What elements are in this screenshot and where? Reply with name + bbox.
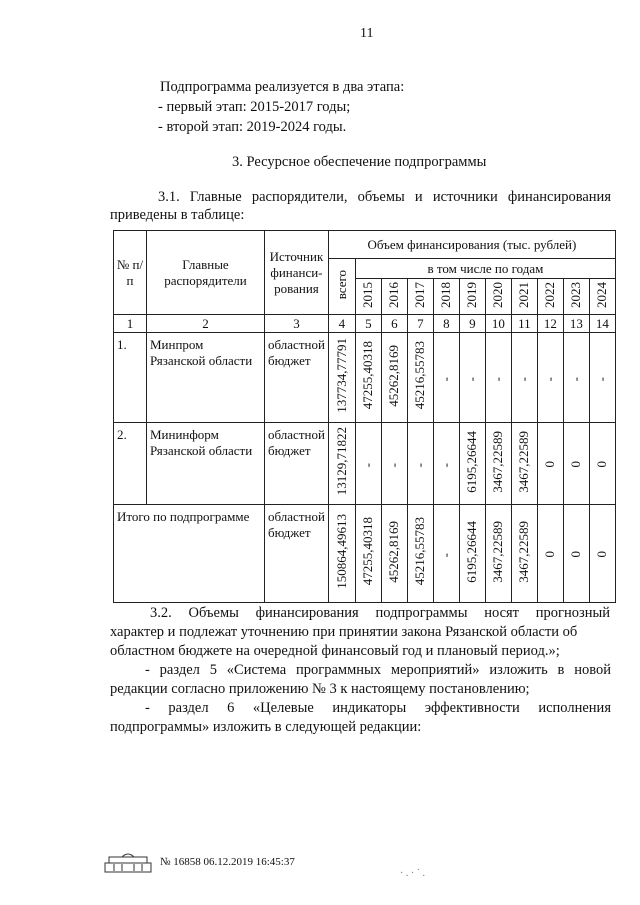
row-value-2018: -	[433, 423, 459, 505]
row-value-2015: 47255,40318	[355, 505, 381, 603]
item6-line-2: подпрограммы» изложить в следующей редакции:	[110, 719, 422, 735]
row-value-2021: -	[511, 333, 537, 423]
intro-line-2: - первый этап: 2015-2017 годы;	[158, 99, 351, 115]
para-32-line-1: 3.2. Объемы финансирования подпрограммы носят прогнозный	[150, 605, 610, 621]
row-value-2024: -	[589, 333, 615, 423]
col-number: 4	[328, 315, 355, 333]
row-name: Мининформ Рязанской области	[147, 423, 265, 505]
th-years-label: в том числе по годам	[355, 259, 615, 279]
th-year-2015: 2015	[355, 279, 381, 315]
row-value-2019: 6195,26644	[459, 423, 485, 505]
th-year-2020: 2020	[485, 279, 511, 315]
intro-line-3: - второй этап: 2019-2024 годы.	[158, 119, 347, 135]
row-value-2024: 0	[589, 505, 615, 603]
item5-line-2: редакции согласно приложению № 3 к настоящему постановлению;	[110, 681, 530, 697]
row-value-2023: 0	[563, 505, 589, 603]
row-value-2016: 45262,8169	[381, 333, 407, 423]
row-value-2021: 3467,22589	[511, 423, 537, 505]
row-value-2017: 45216,55783	[407, 505, 433, 603]
row-value-2019: 6195,26644	[459, 505, 485, 603]
row-value-2021: 3467,22589	[511, 505, 537, 603]
th-total: всего	[328, 259, 355, 315]
col-number: 3	[265, 315, 329, 333]
row-value-2020: -	[485, 333, 511, 423]
th-year-2019: 2019	[459, 279, 485, 315]
col-number: 7	[407, 315, 433, 333]
row-value-2015: -	[355, 423, 381, 505]
col-number: 9	[459, 315, 485, 333]
row-value-2017: -	[407, 423, 433, 505]
col-number: 10	[485, 315, 511, 333]
row-value-2022: -	[537, 333, 563, 423]
col-number: 8	[433, 315, 459, 333]
row-total: 13129,71822	[328, 423, 355, 505]
row-value-2020: 3467,22589	[485, 423, 511, 505]
item5-line-1: - раздел 5 «Система программных мероприятий» изложить в новой	[145, 662, 611, 678]
th-volume: Объем финансирования (тыс. рублей)	[328, 231, 615, 259]
row-value-2023: 0	[563, 423, 589, 505]
total-row-label: Итого по подпрограмме	[114, 505, 265, 603]
row-name: Минпром Рязанской области	[147, 333, 265, 423]
th-year-2017: 2017	[407, 279, 433, 315]
th-year-2021: 2021	[511, 279, 537, 315]
th-year-2024: 2024	[589, 279, 615, 315]
row-value-2024: 0	[589, 423, 615, 505]
row-total: 137734,77791	[328, 333, 355, 423]
col-number: 11	[511, 315, 537, 333]
row-value-2022: 0	[537, 423, 563, 505]
row-source: областной бюджет	[265, 505, 329, 603]
th-source: Источник финанси-рования	[265, 231, 329, 315]
scan-marks: · . · ˙ .	[400, 868, 425, 879]
row-value-2023: -	[563, 333, 589, 423]
registration-stamp: № 16858 06.12.2019 16:45:37	[160, 856, 295, 868]
footer	[104, 851, 295, 873]
th-year-2016: 2016	[381, 279, 407, 315]
row-value-2015: 47255,40318	[355, 333, 381, 423]
section-title: 3. Ресурсное обеспечение подпрограммы	[232, 154, 487, 170]
row-value-2020: 3467,22589	[485, 505, 511, 603]
financing-table	[113, 230, 616, 603]
th-year-2018: 2018	[433, 279, 459, 315]
row-value-2022: 0	[537, 505, 563, 603]
th-num: № п/п	[114, 231, 147, 315]
col-number: 13	[563, 315, 589, 333]
row-value-2016: 45262,8169	[381, 505, 407, 603]
para-32-line-3: областном бюджете на очередной финансовый год и плановый период.»;	[110, 643, 560, 659]
col-number: 5	[355, 315, 381, 333]
row-value-2016: -	[381, 423, 407, 505]
row-source: областной бюджет	[265, 423, 329, 505]
item6-line-1: - раздел 6 «Целевые индикаторы эффективности исполнения	[145, 700, 611, 716]
row-value-2017: 45216,55783	[407, 333, 433, 423]
page-number: 11	[360, 26, 374, 41]
para-32-line-2: характер и подлежат уточнению при принятии закона Рязанской области об	[110, 624, 578, 640]
col-number: 1	[114, 315, 147, 333]
row-value-2018: -	[433, 505, 459, 603]
col-number: 2	[147, 315, 265, 333]
col-number: 6	[381, 315, 407, 333]
intro-line-1: Подпрограмма реализуется в два этапа:	[160, 79, 405, 95]
row-source: областной бюджет	[265, 333, 329, 423]
th-year-2022: 2022	[537, 279, 563, 315]
row-total: 150864,49613	[328, 505, 355, 603]
th-year-2023: 2023	[563, 279, 589, 315]
row-value-2018: -	[433, 333, 459, 423]
row-num: 1.	[114, 333, 147, 423]
para-31-line-2: приведены в таблице:	[110, 207, 245, 223]
col-number: 14	[589, 315, 615, 333]
para-31-line-1: 3.1. Главные распорядители, объемы и источники финансирования	[158, 189, 611, 205]
row-num: 2.	[114, 423, 147, 505]
row-value-2019: -	[459, 333, 485, 423]
building-seal-icon	[104, 851, 152, 873]
th-main: Главные распорядители	[147, 231, 265, 315]
col-number: 12	[537, 315, 563, 333]
